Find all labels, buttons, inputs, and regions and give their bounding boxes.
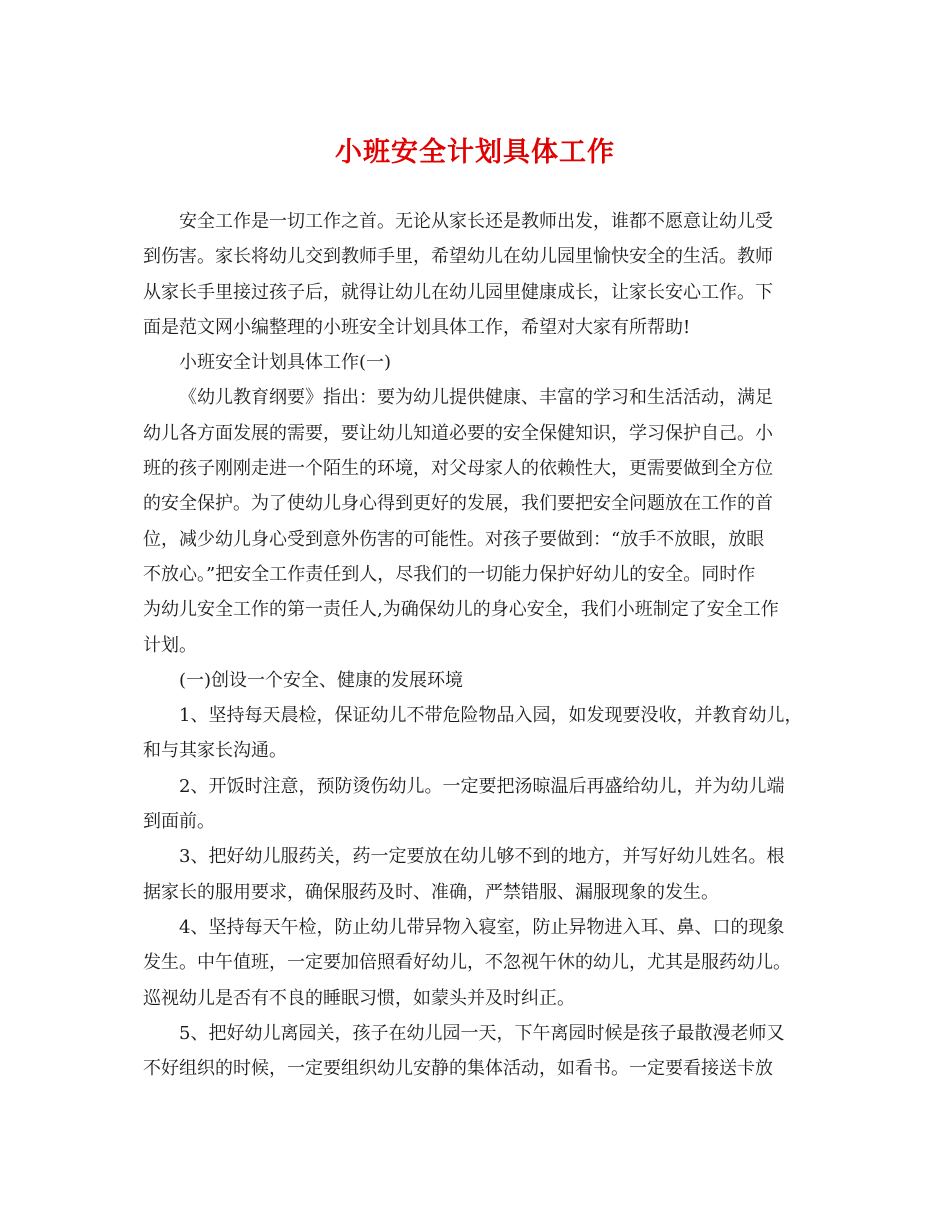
paragraph: [143, 204, 818, 345]
text-line: 到面前。: [143, 811, 215, 833]
text-line: 《幼儿教育纲要》指出：要为幼儿提供健康、丰富的学习和生活活动，满足: [179, 387, 773, 409]
text-line: 从家长手里接过孩子后，就得让幼儿在幼儿园里健康成长，让家长安心工作。下: [143, 281, 773, 303]
paragraph: [143, 910, 818, 1016]
text-line: 到伤害。家长将幼儿交到教师手里，希望幼儿在幼儿园里愉快安全的生活。教师: [143, 246, 773, 268]
text-line: 班的孩子刚刚走进一个陌生的环境，对父母家人的依赖性大，更需要做到全方位: [143, 458, 773, 480]
document-title: 小班安全计划具体工作: [335, 137, 615, 168]
text-line: (一)创设一个安全、健康的发展环境: [179, 669, 464, 691]
text-line: 位，减少幼儿身心受到意外伤害的可能性。对孩子要做到：“放手不放眼，放眼: [143, 528, 765, 550]
paragraph: [143, 769, 818, 840]
text-line: 5、把好幼儿离园关，孩子在幼儿园一天，下午离园时候是孩子最散漫老师又: [179, 1022, 785, 1044]
text-line: 发生。中午值班，一定要加倍照看好幼儿，不忽视午休的幼儿，尤其是服药幼儿。: [143, 952, 791, 974]
text-line: 不好组织的时候，一定要组织幼儿安静的集体活动，如看书。一定要看接送卡放: [143, 1058, 773, 1080]
text-line: 幼儿各方面发展的需要，要让幼儿知道必要的安全保健知识，学习保护自己。小: [143, 422, 773, 444]
text-line: 安全工作是一切工作之首。无论从家长还是教师出发，谁都不愿意让幼儿受: [179, 211, 773, 232]
paragraph: [143, 345, 818, 380]
text-line: 不放心。”把安全工作责任到人，尽我们的一切能力保护好幼儿的安全。同时作: [143, 563, 756, 585]
text-line: 的安全保护。为了使幼儿身心得到更好的发展，我们要把安全问题放在工作的首: [143, 493, 773, 515]
paragraph: [143, 663, 818, 698]
text-line: 1、坚持每天晨检，保证幼儿不带危险物品入园，如发现要没收，并教育幼儿，: [179, 705, 803, 727]
document-body: [143, 204, 818, 1086]
paragraph: [143, 1016, 818, 1087]
text-line: 小班安全计划具体工作(一): [179, 352, 392, 374]
paragraph: [143, 380, 818, 662]
text-line: 据家长的服用要求，确保服药及时、准确，严禁错服、漏服现象的发生。: [143, 881, 719, 903]
text-line: 计划。: [143, 634, 197, 656]
text-line: 2、开饭时注意，预防烫伤幼儿。一定要把汤晾温后再盛给幼儿，并为幼儿端: [179, 775, 785, 797]
paragraph: [143, 839, 818, 910]
text-line: 和与其家长沟通。: [143, 740, 287, 762]
text-line: 4、坚持每天午检，防止幼儿带异物入寝室，防止异物进入耳、鼻、口的现象: [179, 916, 785, 938]
text-line: 3、把好幼儿服药关，药一定要放在幼儿够不到的地方，并写好幼儿姓名。根: [179, 846, 785, 868]
text-line: 为幼儿安全工作的第一责任人,为确保幼儿的身心安全，我们小班制定了安全工作: [143, 599, 779, 621]
text-line: 巡视幼儿是否有不良的睡眠习惯，如蒙头并及时纠正。: [143, 987, 575, 1009]
paragraph: [143, 698, 818, 769]
text-line: 面是范文网小编整理的小班安全计划具体工作，希望对大家有所帮助!: [143, 316, 691, 338]
